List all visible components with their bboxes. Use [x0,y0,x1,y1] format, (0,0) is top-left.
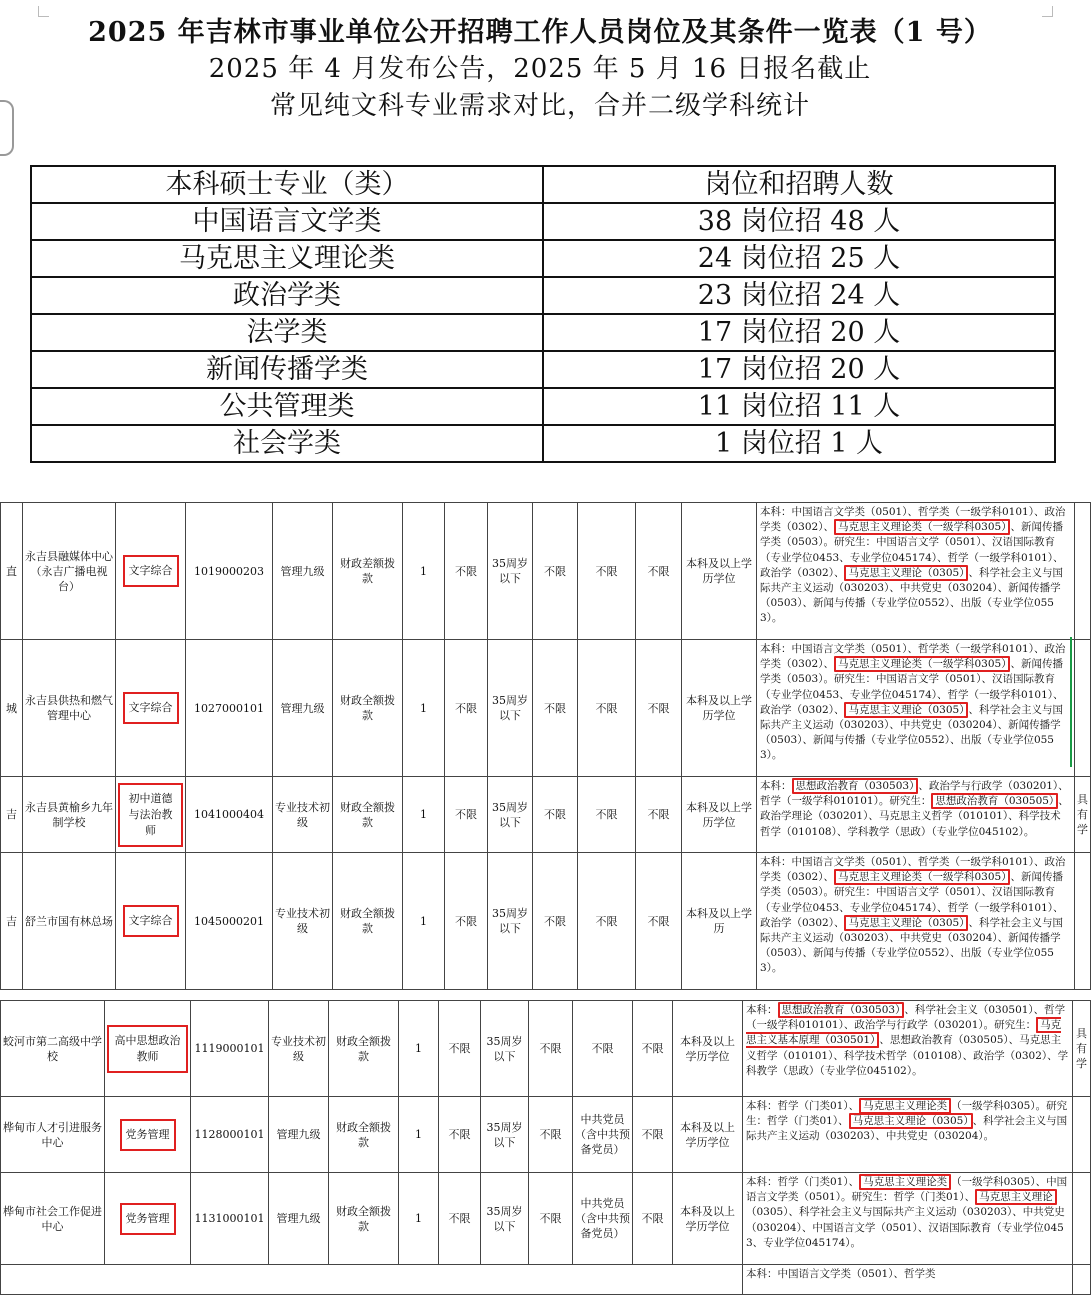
cell-edu: 本科及以上学历学位 [673,1097,743,1173]
post-name-highlight: 初中道德与法治教师 [118,783,183,847]
cell-level: 专业技术初级 [273,777,333,853]
req-text: 本科：中国语言文学类（0501）、哲学类（一级学科0101）、政治学类（0302）、 [760,643,1066,671]
req-text: 、思想政治教育（030505）、马克思主义哲学（010101）、科学技术哲学（010108）、政治学（0302）、学科教学（思政）（专业学位045102）。 [746,1034,1069,1077]
cell-num: 1 [403,503,445,640]
cell-gender: 不限 [439,1097,481,1173]
post-name-highlight: 文字综合 [123,692,179,724]
cell-ethnic: 不限 [529,1001,573,1097]
cell-gender: 不限 [439,1173,481,1265]
cell-other: 不限 [633,1097,673,1173]
cell-post [116,640,186,777]
summary-major: 法学类 [31,314,543,351]
cell-post [105,1173,191,1265]
page-subtitle-note: 常见纯文科专业需求对比，合并二级学科统计 [269,91,810,121]
req-highlight: 马克思主义理论（0305） [849,1113,973,1129]
req-text: （0305）、科学社会主义与国际共产主义运动（030203）、中共党史（030204）、中国语言文学（0501）、汉语国际教育（专业学位0453、专业学位045174）。 [746,1206,1065,1249]
cell-right-edge [1075,503,1091,640]
req-highlight: 马克思主义理论（0305） [844,565,968,581]
cell-post [105,1001,191,1097]
cell-funding: 财政全额拨款 [333,640,403,777]
req-highlight: 思想政治教育（030503） [778,1002,905,1018]
table-row [1,1097,1091,1173]
cell-unit: 永吉县黄榆乡九年制学校 [23,777,116,853]
summary-header-row [31,166,1055,203]
cell-requirements [743,1173,1073,1265]
cell-num: 1 [403,853,445,990]
summary-count: 1 岗位招 1 人 [543,425,1055,462]
summary-major: 公共管理类 [31,388,543,425]
summary-count: 17 岗位招 20 人 [543,351,1055,388]
cell-edge: 城 [1,640,23,777]
summary-row [31,314,1055,351]
cell-age: 35周岁以下 [481,1173,529,1265]
page-title: 2025 年吉林市事业单位公开招聘工作人员岗位及其条件一览表（1 号） [88,17,992,48]
summary-row [31,203,1055,240]
cell-age: 35周岁以下 [481,1001,529,1097]
cell-code: 1119000101 [191,1001,269,1097]
cell-requirements [743,1097,1073,1173]
table-row [1,853,1091,990]
cell-level: 专业技术初级 [269,1001,329,1097]
cell-requirements [757,853,1075,990]
cell-level: 管理九级 [273,640,333,777]
summary-count: 23 岗位招 24 人 [543,277,1055,314]
cell-edu: 本科及以上学历学位 [673,1001,743,1097]
cell-num: 1 [403,640,445,777]
cell-age: 35周岁以下 [488,503,533,640]
cell-code: 1045000201 [186,853,273,990]
cell-edu: 本科及以上学历学位 [673,1173,743,1265]
req-text: 、新闻传播学类（0503）。研究生：中国语言文学（0501）、汉语国际教育（专业学位0453、专业学位045174）、哲学（一级学科0101）、政治学（0302）、 [760,521,1064,579]
req-text: 、新闻传播学类（0503）。研究生：中国语言文学（0501）、汉语国际教育（专业学位0453、专业学位045174）、哲学（一级学科0101）、政治学（0302）、 [760,871,1064,929]
position-screenshot-2 [0,1000,1087,1280]
cell-gender: 不限 [445,503,488,640]
cell-level: 管理九级 [269,1173,329,1265]
cell-code: 1131000101 [191,1173,269,1265]
table-row [1,503,1091,640]
cell-ethnic: 不限 [529,1173,573,1265]
cell-gender: 不限 [439,1001,481,1097]
summary-count: 11 岗位招 11 人 [543,388,1055,425]
req-text: 、科学社会主义与国际共产主义运动（030203）、中共党史（030204）。 [746,1115,1068,1143]
cell-code: 1128000101 [191,1097,269,1173]
cell-post [105,1097,191,1173]
post-name-highlight: 党务管理 [120,1119,176,1151]
table-row [1,777,1091,853]
summary-row [31,425,1055,462]
cell-edge: 吉 [1,853,23,990]
cell-level: 管理九级 [269,1097,329,1173]
cell-code: 1019000203 [186,503,273,640]
cell-funding: 财政全额拨款 [329,1097,399,1173]
cell-other: 不限 [633,1173,673,1265]
cell-other: 不限 [636,640,682,777]
cell-edge: 直 [1,503,23,640]
req-text: 本科： [760,780,792,792]
req-highlight: 马克思主义理论（0305） [844,702,968,718]
post-name-highlight: 文字综合 [123,905,179,937]
summary-count: 24 岗位招 25 人 [543,240,1055,277]
summary-row [31,277,1055,314]
cell-politics: 不限 [573,1001,633,1097]
req-highlight: 马克思主义理论（0305） [844,915,968,931]
req-text: 、新闻传播学类（0503）。研究生：中国语言文学（0501）、汉语国际教育（专业学位0453、专业学位045174）、哲学（一级学科0101）、政治学（0302）、 [760,658,1064,716]
cell-other: 不限 [636,777,682,853]
cell-ethnic: 不限 [533,777,578,853]
cell-age: 35周岁以下 [488,640,533,777]
cell-politics: 中共党员（含中共预备党员） [573,1173,633,1265]
req-highlight: 马克思主义理论类 [859,1174,951,1190]
cell-age: 35周岁以下 [488,777,533,853]
cell-num: 1 [399,1173,439,1265]
cell-right-edge [1073,1173,1091,1265]
req-text: 、政治学理论（030201）、马克思主义哲学（010101）、科学技术哲学（010108）、学科教学（思政）（专业学位045102）。 [760,795,1069,838]
cell-right-edge [1075,853,1091,990]
cell-unit: 永吉县供热和燃气管理中心 [23,640,116,777]
cell-age: 35周岁以下 [488,853,533,990]
cell-gender: 不限 [445,640,488,777]
summary-header-count: 岗位和招聘人数 [543,166,1055,203]
req-text: 、政治学与行政学（030201）、哲学（一级学科010101）。研究生： [760,780,1069,808]
position-table-1 [0,502,1091,990]
req-highlight: 马克思主义理论类（一级学科0305） [834,869,1010,885]
table-row [1,1001,1091,1097]
cell-age: 35周岁以下 [481,1097,529,1173]
position-screenshot-1 [0,502,1088,990]
cell-level: 专业技术初级 [273,853,333,990]
summary-major: 马克思主义理论类 [31,240,543,277]
cell-other: 不限 [636,853,682,990]
cell-requirements [757,503,1075,640]
cell-ethnic: 不限 [533,503,578,640]
cell-edu: 本科及以上学历学位 [682,640,757,777]
cell-edge: 吉 [1,777,23,853]
cell-gender: 不限 [445,853,488,990]
summary-count: 17 岗位招 20 人 [543,314,1055,351]
req-highlight: 马克思主义基本原理（030501） [746,1019,1062,1047]
cell-gender: 不限 [445,777,488,853]
req-text: 本科： [746,1004,778,1016]
cut-row-blank [1,1265,743,1295]
table-row [1,1265,1091,1295]
cell-level: 管理九级 [273,503,333,640]
req-text: （一级学科0305）。研究生：哲学（门类01）、 [746,1100,1068,1128]
cell-unit: 舒兰市国有林总场 [23,853,116,990]
cell-code: 1041000404 [186,777,273,853]
cell-funding: 财政差额拨款 [333,503,403,640]
cell-other: 不限 [636,503,682,640]
cut-row-edge [1073,1265,1091,1295]
req-highlight: 马克思主义理论类（一级学科0305） [834,519,1010,535]
cell-unit: 永吉县融媒体中心（永吉广播电视台） [23,503,116,640]
cell-post [116,503,186,640]
summary-row [31,240,1055,277]
req-highlight: 马克思主义理论类（一级学科0305） [834,656,1010,672]
req-text: 本科：中国语言文学类（0501）、哲学类（一级学科0101）、政治学类（0302）、 [760,856,1066,884]
post-name-highlight: 党务管理 [120,1203,176,1235]
cut-row-text: 本科：中国语言文学类（0501）、哲学类 [743,1265,1073,1295]
cell-post [116,853,186,990]
summary-major: 社会学类 [31,425,543,462]
req-text: 本科：中国语言文学类（0501）、哲学类（一级学科0101）、政治学类（0302）、 [760,506,1066,534]
post-name-highlight: 文字综合 [123,555,179,587]
cell-unit: 桦甸市人才引进服务中心 [1,1097,105,1173]
cell-funding: 财政全额拨款 [333,777,403,853]
cell-edu: 本科及以上学历学位 [682,503,757,640]
summary-header-major: 本科硕士专业（类） [31,166,543,203]
cell-politics: 中共党员（含中共预备党员） [573,1097,633,1173]
cell-num: 1 [399,1097,439,1173]
cell-unit: 蛟河市第二高级中学校 [1,1001,105,1097]
post-name-highlight: 高中思想政治教师 [107,1025,188,1073]
position-table-2 [0,1000,1091,1295]
table-row [1,640,1091,777]
page-title-block [0,14,1080,125]
summary-count: 38 岗位招 48 人 [543,203,1055,240]
req-text: 、科学社会主义与国际共产主义运动（030203）、中共党史（030204）、新闻传播学（0503）、新闻与传播（专业学位0552）、出版（专业学位0553）。 [760,916,1063,975]
req-text: 本科：哲学（门类01）、 [746,1176,860,1188]
cell-ethnic: 不限 [529,1097,573,1173]
summary-row [31,351,1055,388]
cell-politics: 不限 [578,640,636,777]
cell-ethnic: 不限 [533,853,578,990]
cell-unit: 桦甸市社会工作促进中心 [1,1173,105,1265]
cell-edu: 本科及以上学历 [682,853,757,990]
summary-major: 中国语言文学类 [31,203,543,240]
cell-funding: 财政全额拨款 [329,1173,399,1265]
summary-major: 政治学类 [31,277,543,314]
cell-politics: 不限 [578,853,636,990]
req-highlight: 思想政治教育（030505） [931,793,1058,809]
cell-funding: 财政全额拨款 [333,853,403,990]
cell-post [116,777,186,853]
req-text: 本科：哲学（门类01）、 [746,1100,860,1112]
req-highlight: 马克思主义理论类 [859,1098,951,1114]
summary-row [31,388,1055,425]
req-highlight: 思想政治教育（030503） [792,778,919,794]
cell-funding: 财政全额拨款 [329,1001,399,1097]
req-text: 、科学社会主义与国际共产主义运动（030203）、中共党史（030204）、新闻传播学（0503）、新闻与传播（专业学位0552）、出版（专业学位0553）。 [760,566,1063,625]
cell-num: 1 [403,777,445,853]
req-text: 、科学社会主义与国际共产主义运动（030203）、中共党史（030204）、新闻传播学（0503）、新闻与传播（专业学位0552）、出版（专业学位0553）。 [760,703,1063,762]
cell-code: 1027000101 [186,640,273,777]
cell-requirements [743,1001,1073,1097]
req-text: （一级学科0305）、中国语言文学类（0501）。研究生：哲学（门类01）、 [746,1176,1068,1204]
cell-politics: 不限 [578,777,636,853]
table-row [1,1173,1091,1265]
cell-right-edge: 具有学 [1073,1001,1091,1097]
summary-table [30,165,1056,463]
cell-right-edge: 具有学 [1075,777,1091,853]
cell-politics: 不限 [578,503,636,640]
cell-right-edge [1073,1097,1091,1173]
cell-requirements [757,640,1075,777]
cell-edu: 本科及以上学历学位 [682,777,757,853]
req-text: 、科学社会主义（030501）、哲学（一级学科010101）、政治学与行政学（030201）。研究生： [746,1004,1066,1032]
page-subtitle-dates: 2025 年 4 月发布公告，2025 年 5 月 16 日报名截止 [208,54,872,84]
cell-num: 1 [399,1001,439,1097]
cell-other: 不限 [633,1001,673,1097]
summary-major: 新闻传播学类 [31,351,543,388]
green-cell-marker [1070,637,1072,767]
cell-ethnic: 不限 [533,640,578,777]
cell-requirements [757,777,1075,853]
req-highlight: 马克思主义理论 [975,1189,1057,1205]
cell-right-edge [1075,640,1091,777]
